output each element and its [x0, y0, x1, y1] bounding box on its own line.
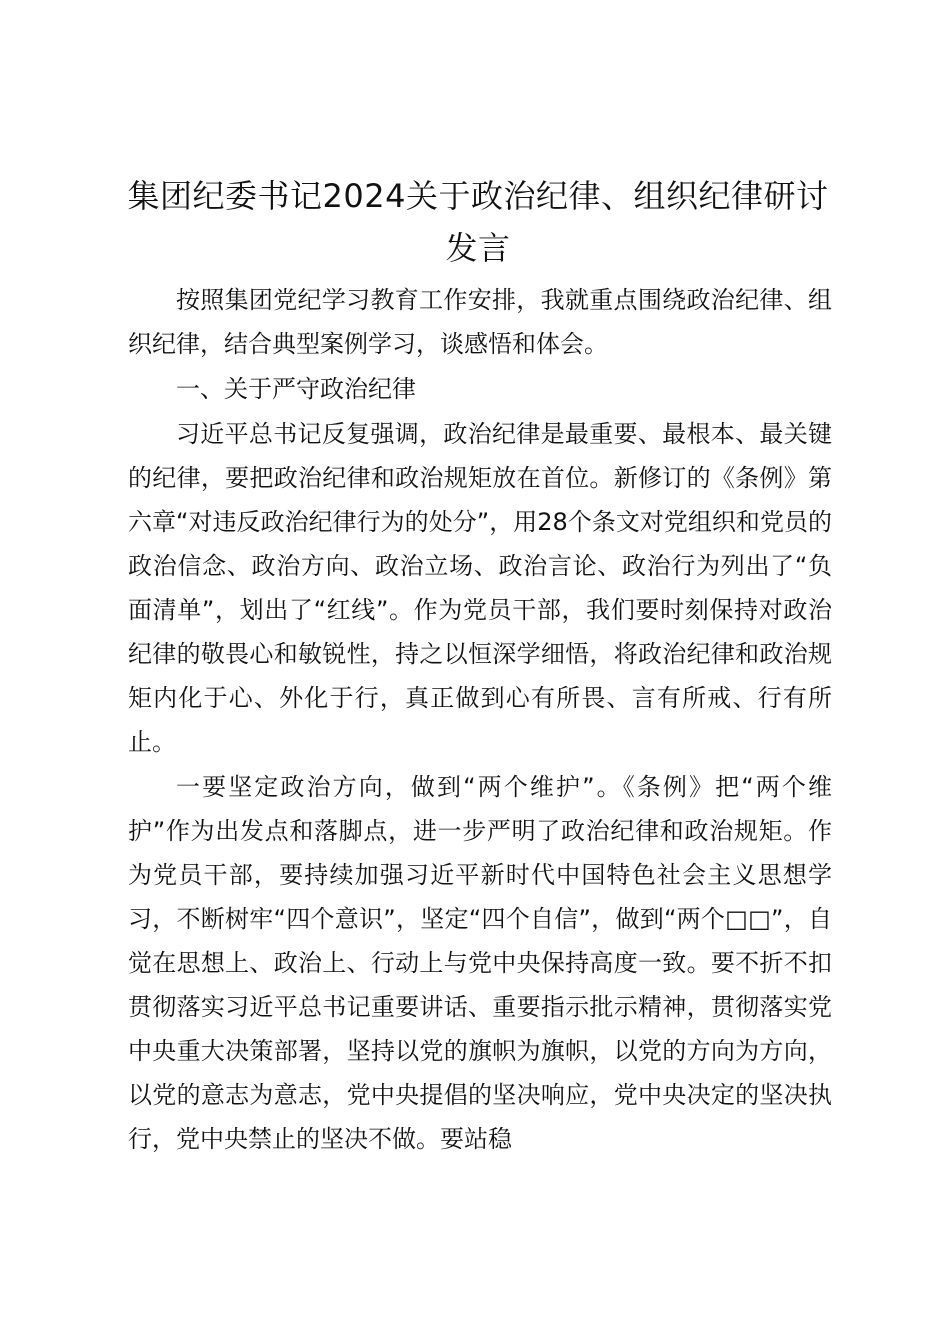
intro-paragraph: 按照集团党纪学习教育工作安排，我就重点围绕政治纪律、组织纪律，结合典型案例学习，谈感悟和体会。 — [128, 286, 832, 358]
document-title: 集团纪委书记2024关于政治纪律、组织纪律研讨发言 — [127, 177, 829, 267]
document-body — [128, 278, 832, 1162]
section-heading: 一、关于严守政治纪律 — [176, 375, 416, 403]
body-paragraph: 一要坚定政治方向，做到“两个维护”。《条例》把“两个维护”作为出发点和落脚点，进一步严明了政治纪律和政治规矩。作为党员干部，要持续加强习近平新时代中国特色社会主义思想学习，不断树牢“四个意识”，坚定“四个自信”，做到“两个□□”，自觉在思想上、政治上、行动上与党中央保持高度一致。要不折不扣贯彻落实习近平总书记重要讲话、重要指示批示精神，贯彻落实党中央重大决策部署，坚持以党的旗帜为旗帜，以党的方向为方向，以党的意志为意志，党中央提倡的坚决响应，党中央决定的坚决执行，党中央禁止的坚决不做。要站稳 — [128, 773, 832, 1153]
body-paragraph: 习近平总书记反复强调，政治纪律是最重要、最根本、最关键的纪律，要把政治纪律和政治规矩放在首位。新修订的《条例》第六章“对违反政治纪律行为的处分”，用28个条文对党组织和党员的政治信念、政治方向、政治立场、政治言论、政治行为列出了“负面清单”，划出了“红线”。作为党员干部，我们要时刻保持对政治纪律的敬畏心和敏锐性，持之以恒深学细悟，将政治纪律和政治规矩内化于心、外化于行，真正做到心有所畏、言有所戒、行有所止。 — [128, 420, 832, 756]
